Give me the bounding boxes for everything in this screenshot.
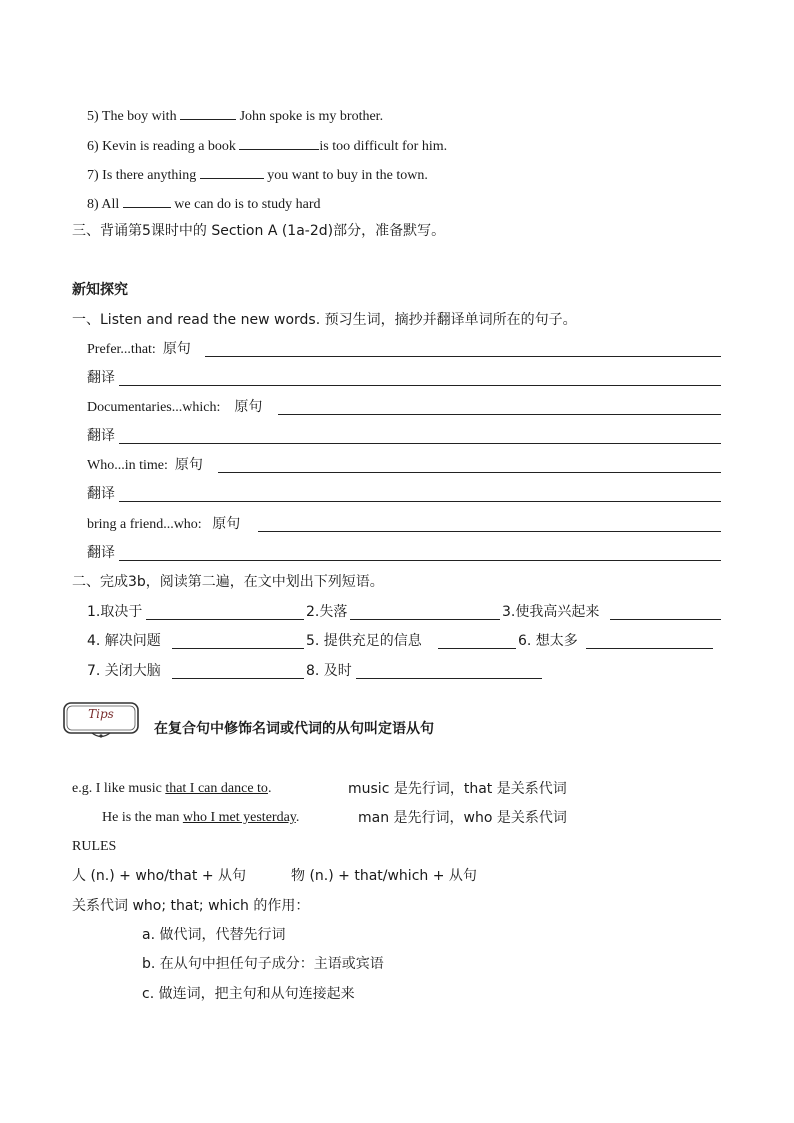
rule-thing: 物 (n.) + that/which + 从句 bbox=[291, 868, 477, 884]
phrase-7: 7. 关闭大脑 bbox=[87, 663, 161, 679]
task-one: 一、Listen and read the new words. 预习生词，摘抄并翻译单词所在的句子。 bbox=[72, 312, 577, 328]
word-3-translation-label: 翻译 bbox=[87, 486, 115, 502]
word-1-translation-label: 翻译 bbox=[87, 370, 115, 386]
word-3-label: Who...in time: 原句 bbox=[87, 457, 203, 473]
phrase-8-blank[interactable] bbox=[356, 678, 542, 679]
tips-heading: 在复合句中修饰名词或代词的从句叫定语从句 bbox=[154, 721, 434, 737]
example-2-note: man 是先行词，who 是关系代词 bbox=[358, 810, 567, 826]
phrase-3: 3.使我高兴起来 bbox=[502, 604, 600, 620]
task-two: 二、完成3b，阅读第二遍，在文中划出下列短语。 bbox=[72, 574, 384, 590]
word-3-original-line[interactable] bbox=[218, 472, 721, 473]
phrase-6-blank[interactable] bbox=[586, 648, 713, 649]
example-1: e.g. I like music that I can dance to. bbox=[72, 781, 272, 796]
word-1-label: Prefer...that: 原句 bbox=[87, 341, 191, 357]
phrase-1: 1.取决于 bbox=[87, 604, 143, 620]
section-title: 新知探究 bbox=[72, 282, 128, 298]
function-a: a. 做代词，代替先行词 bbox=[142, 927, 286, 943]
phrase-4-blank[interactable] bbox=[172, 648, 304, 649]
answer-blank-q8[interactable] bbox=[123, 193, 171, 208]
word-2-translation-label: 翻译 bbox=[87, 428, 115, 444]
word-2-original-line[interactable] bbox=[278, 414, 721, 415]
function-c: c. 做连词，把主句和从句连接起来 bbox=[142, 986, 355, 1002]
word-2-translation-line[interactable] bbox=[119, 443, 721, 444]
phrase-3-blank[interactable] bbox=[610, 619, 721, 620]
review-q6: 6) Kevin is reading a book is too difficult for him. bbox=[87, 135, 447, 156]
example-2: He is the man who I met yesterday. bbox=[102, 810, 300, 825]
word-4-original-line[interactable] bbox=[258, 531, 721, 532]
task-three: 三、背诵第5课时中的 Section A (1a-2d)部分，准备默写。 bbox=[72, 223, 446, 239]
phrase-2-blank[interactable] bbox=[350, 619, 500, 620]
review-q7: 7) Is there anything you want to buy in the town. bbox=[87, 164, 428, 185]
phrase-7-blank[interactable] bbox=[172, 678, 304, 679]
word-1-translation-line[interactable] bbox=[119, 385, 721, 386]
phrase-1-blank[interactable] bbox=[146, 619, 304, 620]
rule-person: 人 (n.) + who/that + 从句 bbox=[72, 868, 246, 884]
function-b: b. 在从句中担任句子成分：主语或宾语 bbox=[142, 956, 384, 972]
phrase-2: 2.失落 bbox=[306, 604, 348, 620]
phrase-5: 5. 提供充足的信息 bbox=[306, 633, 422, 649]
rules-title: RULES bbox=[72, 839, 117, 854]
phrase-4: 4. 解决问题 bbox=[87, 633, 161, 649]
tips-badge bbox=[62, 700, 140, 740]
phrase-6: 6. 想太多 bbox=[518, 633, 578, 649]
phrase-5-blank[interactable] bbox=[438, 648, 516, 649]
word-3-translation-line[interactable] bbox=[119, 501, 721, 502]
word-4-translation-label: 翻译 bbox=[87, 545, 115, 561]
word-4-label: bring a friend...who: 原句 bbox=[87, 516, 241, 532]
word-4-translation-line[interactable] bbox=[119, 560, 721, 561]
example-1-note: music 是先行词，that 是关系代词 bbox=[348, 781, 567, 797]
tips-badge-text: Tips bbox=[88, 707, 114, 721]
word-2-label: Documentaries...which: 原句 bbox=[87, 399, 263, 415]
answer-blank-q7[interactable] bbox=[200, 164, 264, 179]
review-q5: 5) The boy with John spoke is my brother. bbox=[87, 105, 383, 126]
function-title: 关系代词 who; that; which 的作用： bbox=[72, 898, 310, 914]
review-q8: 8) All we can do is to study hard bbox=[87, 193, 320, 214]
word-1-original-line[interactable] bbox=[205, 356, 721, 357]
answer-blank-q6[interactable] bbox=[239, 135, 319, 150]
answer-blank-q5[interactable] bbox=[180, 105, 236, 120]
phrase-8: 8. 及时 bbox=[306, 663, 352, 679]
